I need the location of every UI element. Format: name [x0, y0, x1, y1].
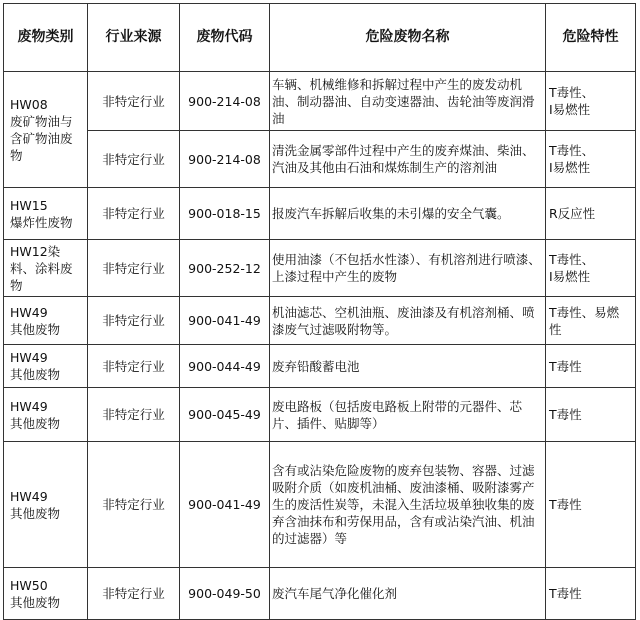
cell-name: 废弃铅酸蓄电池: [270, 345, 546, 388]
table-body: [4, 72, 636, 620]
cell-category: HW49 其他废物: [4, 388, 88, 442]
header-category: 废物类别: [4, 4, 88, 72]
cell-source: 非特定行业: [88, 240, 180, 297]
cell-name: 机油滤芯、空机油瓶、废油漆及有机溶剂桶、喷漆废气过滤吸附物等。: [270, 297, 546, 345]
cell-category: HW49 其他废物: [4, 442, 88, 568]
table-row: [4, 388, 636, 442]
cell-code: 900-018-15: [180, 188, 270, 240]
header-row: [4, 4, 636, 72]
cell-code: 900-045-49: [180, 388, 270, 442]
cell-name: 含有或沾染危险废物的废弃包装物、容器、过滤吸附介质（如废机油桶、废油漆桶、吸附漆雾产生的废活性炭等，未混入生活垃圾单独收集的废弃含油抹布和劳保用品，含有或沾染汽油、机油的过滤器）等: [270, 442, 546, 568]
cell-code: 900-041-49: [180, 442, 270, 568]
table-row: [4, 188, 636, 240]
table-row: [4, 568, 636, 620]
table-row: [4, 131, 636, 188]
cell-category: HW15 爆炸性废物: [4, 188, 88, 240]
cell-category: HW12染 料、涂料废 物: [4, 240, 88, 297]
cell-name: 废电路板（包括废电路板上附带的元器件、芯片、插件、贴脚等）: [270, 388, 546, 442]
cell-name: 使用油漆（不包括水性漆）、有机溶剂进行喷漆、上漆过程中产生的废物: [270, 240, 546, 297]
cell-code: 900-214-08: [180, 72, 270, 131]
cell-code: 900-049-50: [180, 568, 270, 620]
cell-code: 900-041-49: [180, 297, 270, 345]
cell-source: 非特定行业: [88, 345, 180, 388]
header-source: 行业来源: [88, 4, 180, 72]
cell-name: 报废汽车拆解后收集的未引爆的安全气囊。: [270, 188, 546, 240]
cell-source: 非特定行业: [88, 388, 180, 442]
cell-name: 废汽车尾气净化催化剂: [270, 568, 546, 620]
cell-code: 900-252-12: [180, 240, 270, 297]
cell-category: HW49 其他废物: [4, 345, 88, 388]
cell-property: R反应性: [546, 188, 636, 240]
header-property: 危险特性: [546, 4, 636, 72]
cell-property: T毒性、 I易燃性: [546, 72, 636, 131]
cell-code: 900-044-49: [180, 345, 270, 388]
cell-property: T毒性、 I易燃性: [546, 131, 636, 188]
cell-source: 非特定行业: [88, 188, 180, 240]
cell-property: T毒性: [546, 442, 636, 568]
cell-category: HW50 其他废物: [4, 568, 88, 620]
table-row: [4, 240, 636, 297]
table-row: [4, 345, 636, 388]
cell-source: 非特定行业: [88, 297, 180, 345]
table-row: [4, 442, 636, 568]
cell-name: 清洗金属零部件过程中产生的废弃煤油、柴油、汽油及其他由石油和煤炼制生产的溶剂油: [270, 131, 546, 188]
cell-source: 非特定行业: [88, 442, 180, 568]
cell-property: T毒性、易燃 性: [546, 297, 636, 345]
cell-source: 非特定行业: [88, 568, 180, 620]
table-row: [4, 72, 636, 131]
header-code: 废物代码: [180, 4, 270, 72]
cell-property: T毒性、 I易燃性: [546, 240, 636, 297]
cell-category: HW08 废矿物油与 含矿物油废 物: [4, 72, 88, 188]
cell-category: HW49 其他废物: [4, 297, 88, 345]
cell-source: 非特定行业: [88, 131, 180, 188]
cell-name: 车辆、机械维修和拆解过程中产生的废发动机油、制动器油、自动变速器油、齿轮油等废润滑油: [270, 72, 546, 131]
cell-source: 非特定行业: [88, 72, 180, 131]
hazardous-waste-table: [3, 3, 636, 620]
cell-property: T毒性: [546, 345, 636, 388]
cell-property: T毒性: [546, 388, 636, 442]
cell-code: 900-214-08: [180, 131, 270, 188]
cell-property: T毒性: [546, 568, 636, 620]
header-name: 危险废物名称: [270, 4, 546, 72]
table-row: [4, 297, 636, 345]
